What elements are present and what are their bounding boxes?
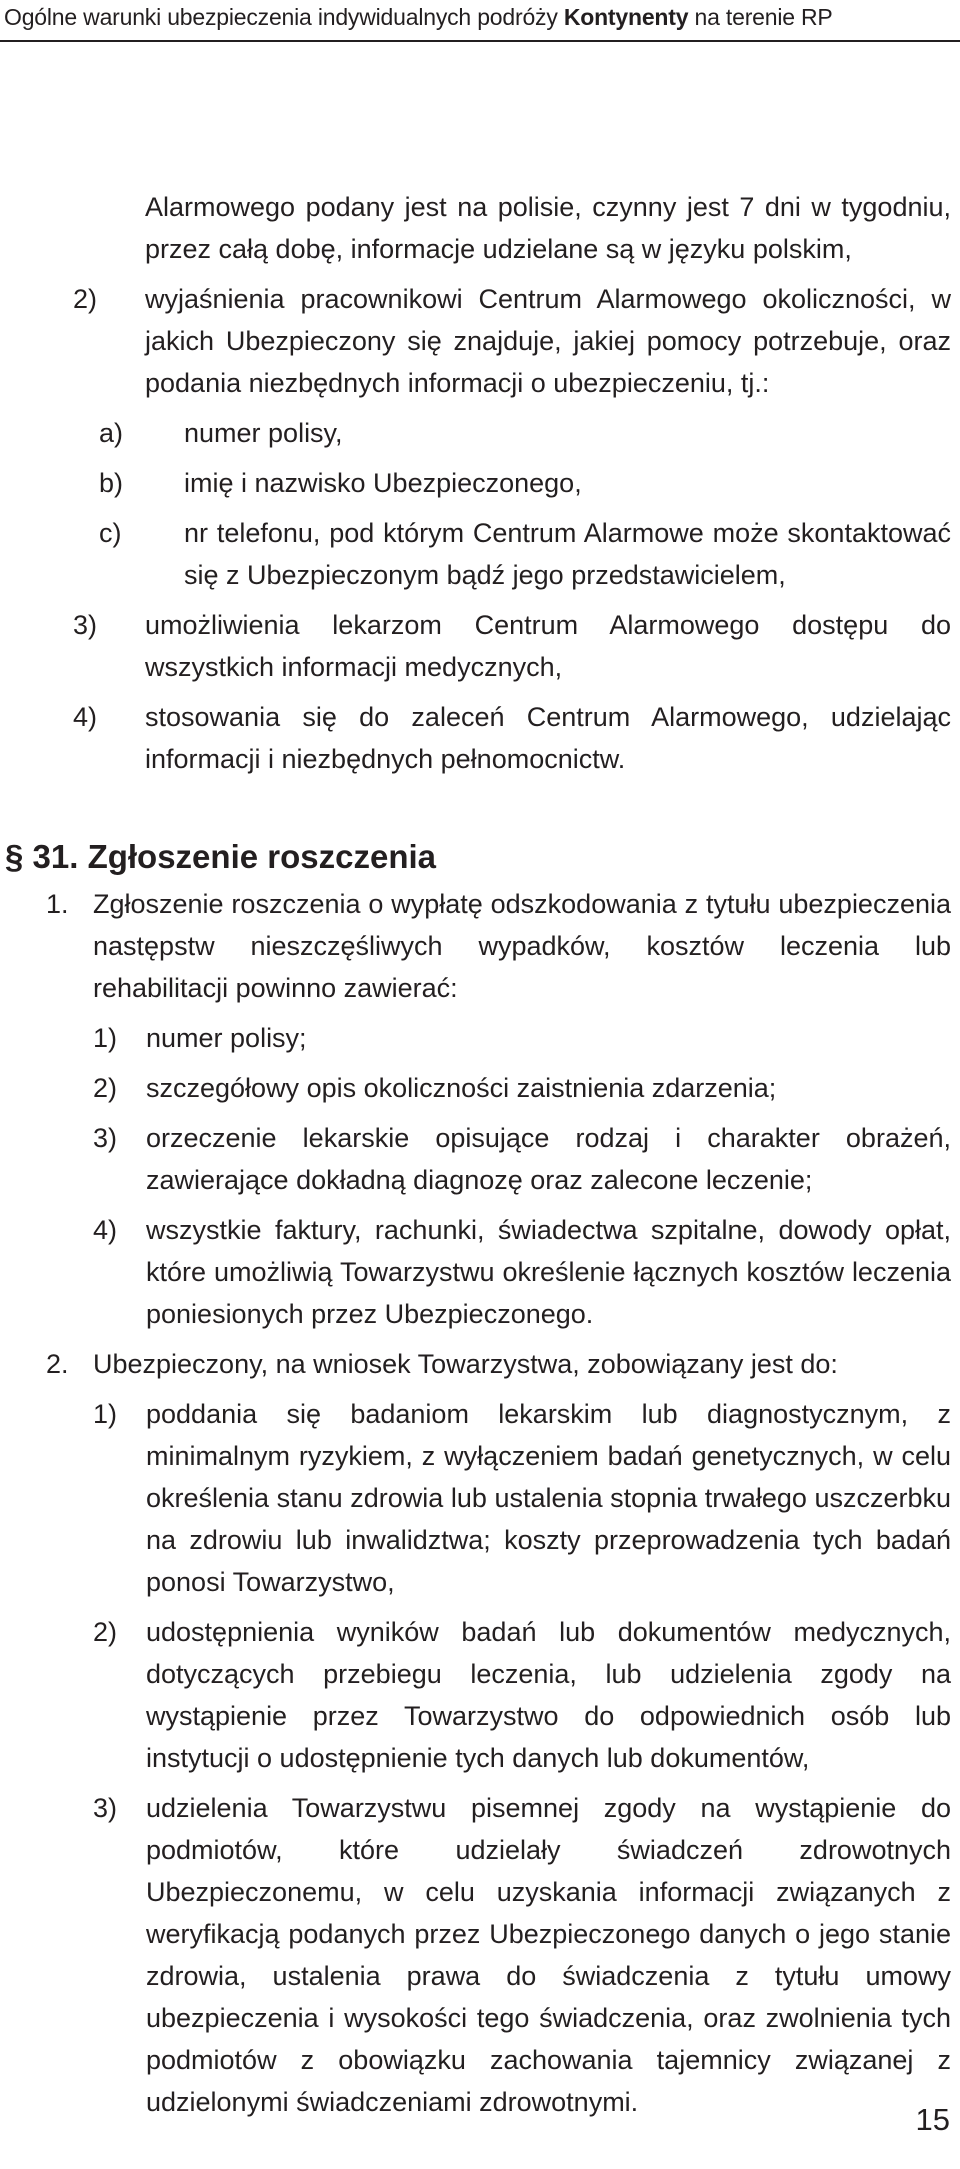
list-item (0, 278, 960, 404)
list-item (0, 1393, 960, 1603)
item-text: udostępnienia wyników badań lub dokumentów medycznych, dotyczących przebiegu leczenia, lub udzielenia zgody na wystąpienie przez Towarzystwo do odpowiednich osób lub instytucji o udostępnienie tych danych lub dokumentów, (146, 1617, 951, 1773)
item-number: 2) (73, 284, 98, 314)
item-letter: b) (99, 468, 124, 498)
paragraph-number: 2. (46, 1349, 69, 1379)
item-text: wyjaśnienia pracownikowi Centrum Alarmowego okoliczności, w jakich Ubezpieczony się znajduje, jakiej pomocy potrzebuje, oraz podania niezbędnych informacji o ubezpieczeniu, tj.: (145, 284, 951, 398)
item-text: szczegółowy opis okoliczności zaistnienia zdarzenia; (146, 1073, 777, 1103)
section-heading: § 31. Zgłoszenie roszczenia (5, 838, 436, 875)
item-number: 2) (93, 1073, 118, 1103)
paragraph-2 (0, 1343, 960, 1385)
list-item (0, 512, 960, 596)
item-text: imię i nazwisko Ubezpieczonego, (184, 468, 582, 498)
item-number: 3) (93, 1123, 118, 1153)
page-number: 15 (915, 2102, 950, 2137)
item-number: 3) (73, 610, 98, 640)
item-number: 3) (93, 1793, 118, 1823)
item-text: orzeczenie lekarskie opisujące rodzaj i charakter obrażeń, zawierające dokładną diagnozę oraz zalecone leczenie; (146, 1123, 951, 1195)
item-letter: a) (99, 418, 124, 448)
header-product-name: Kontynenty (563, 4, 689, 30)
paragraph-text: Zgłoszenie roszczenia o wypłatę odszkodowania z tytułu ubezpieczenia następstw nieszczęśliwych wypadków, kosztów leczenia lub rehabilitacji powinno zawierać: (93, 889, 951, 1003)
item-number: 2) (93, 1617, 118, 1647)
item-text: udzielenia Towarzystwu pisemnej zgody na wystąpienie do podmiotów, które udzielały świadczeń zdrowotnych Ubezpieczonemu, w celu uzyskania informacji związanych z weryfikacją podanych przez Ubezpieczonego danych o jego stanie zdrowia, ustalenia prawa do świadczenia z tytułu umowy ubezpieczenia i wysokości tego świadczenia, oraz zwolnienia tych podmiotów z obowiązku zachowania tajemnicy związanej z udzielonymi świadczeniami zdrowotnymi. (146, 1793, 951, 2117)
item-letter: c) (99, 518, 122, 548)
item-text: stosowania się do zaleceń Centrum Alarmowego, udzielając informacji i niezbędnych pełnomocnictw. (145, 702, 951, 774)
item-text: wszystkie faktury, rachunki, świadectwa szpitalne, dowody opłat, które umożliwią Towarzystwu określenie łącznych kosztów leczenia poniesionych przez Ubezpieczonego. (146, 1215, 951, 1329)
list-item (0, 604, 960, 688)
item-number: 1) (93, 1023, 118, 1053)
paragraph-1 (0, 883, 960, 1009)
list-item (0, 1787, 960, 2123)
paragraph-number: 1. (46, 889, 69, 919)
item-text: numer polisy, (184, 418, 343, 448)
section-body (0, 883, 960, 2123)
item-text: nr telefonu, pod którym Centrum Alarmowe może skontaktować się z Ubezpieczonym bądź jego przedstawicielem, (184, 518, 951, 590)
item-number: 4) (73, 702, 98, 732)
top-list (0, 186, 960, 780)
running-header (0, 0, 960, 42)
item-text: numer polisy; (146, 1023, 307, 1053)
list-item (0, 1117, 960, 1201)
list-item (0, 1611, 960, 1779)
list-item (0, 1017, 960, 1059)
item-number: 1) (93, 1399, 118, 1429)
item-text: poddania się badaniom lekarskim lub diagnostycznym, z minimalnym ryzykiem, z wyłączeniem badań genetycznych, w celu określenia stanu zdrowia lub ustalenia stopnia trwałego uszczerbku na zdrowiu lub inwalidztwa; koszty przeprowadzenia tych badań ponosi Towarzystwo, (146, 1399, 951, 1597)
header-suffix: na terenie RP (688, 4, 833, 30)
list-item (0, 412, 960, 454)
paragraph-text: Ubezpieczony, na wniosek Towarzystwa, zobowiązany jest do: (93, 1349, 838, 1379)
item-text: umożliwienia lekarzom Centrum Alarmowego dostępu do wszystkich informacji medycznych, (145, 610, 951, 682)
item-number: 4) (93, 1215, 118, 1245)
continuation-text: Alarmowego podany jest na polisie, czynny jest 7 dni w tygodniu, przez całą dobę, informacje udzielane są w języku polskim, (145, 192, 951, 264)
list-item (0, 1209, 960, 1335)
list-item (0, 1067, 960, 1109)
header-prefix: Ogólne warunki ubezpieczenia indywidualnych podróży (4, 4, 564, 30)
list-item (0, 696, 960, 780)
list-item (0, 462, 960, 504)
